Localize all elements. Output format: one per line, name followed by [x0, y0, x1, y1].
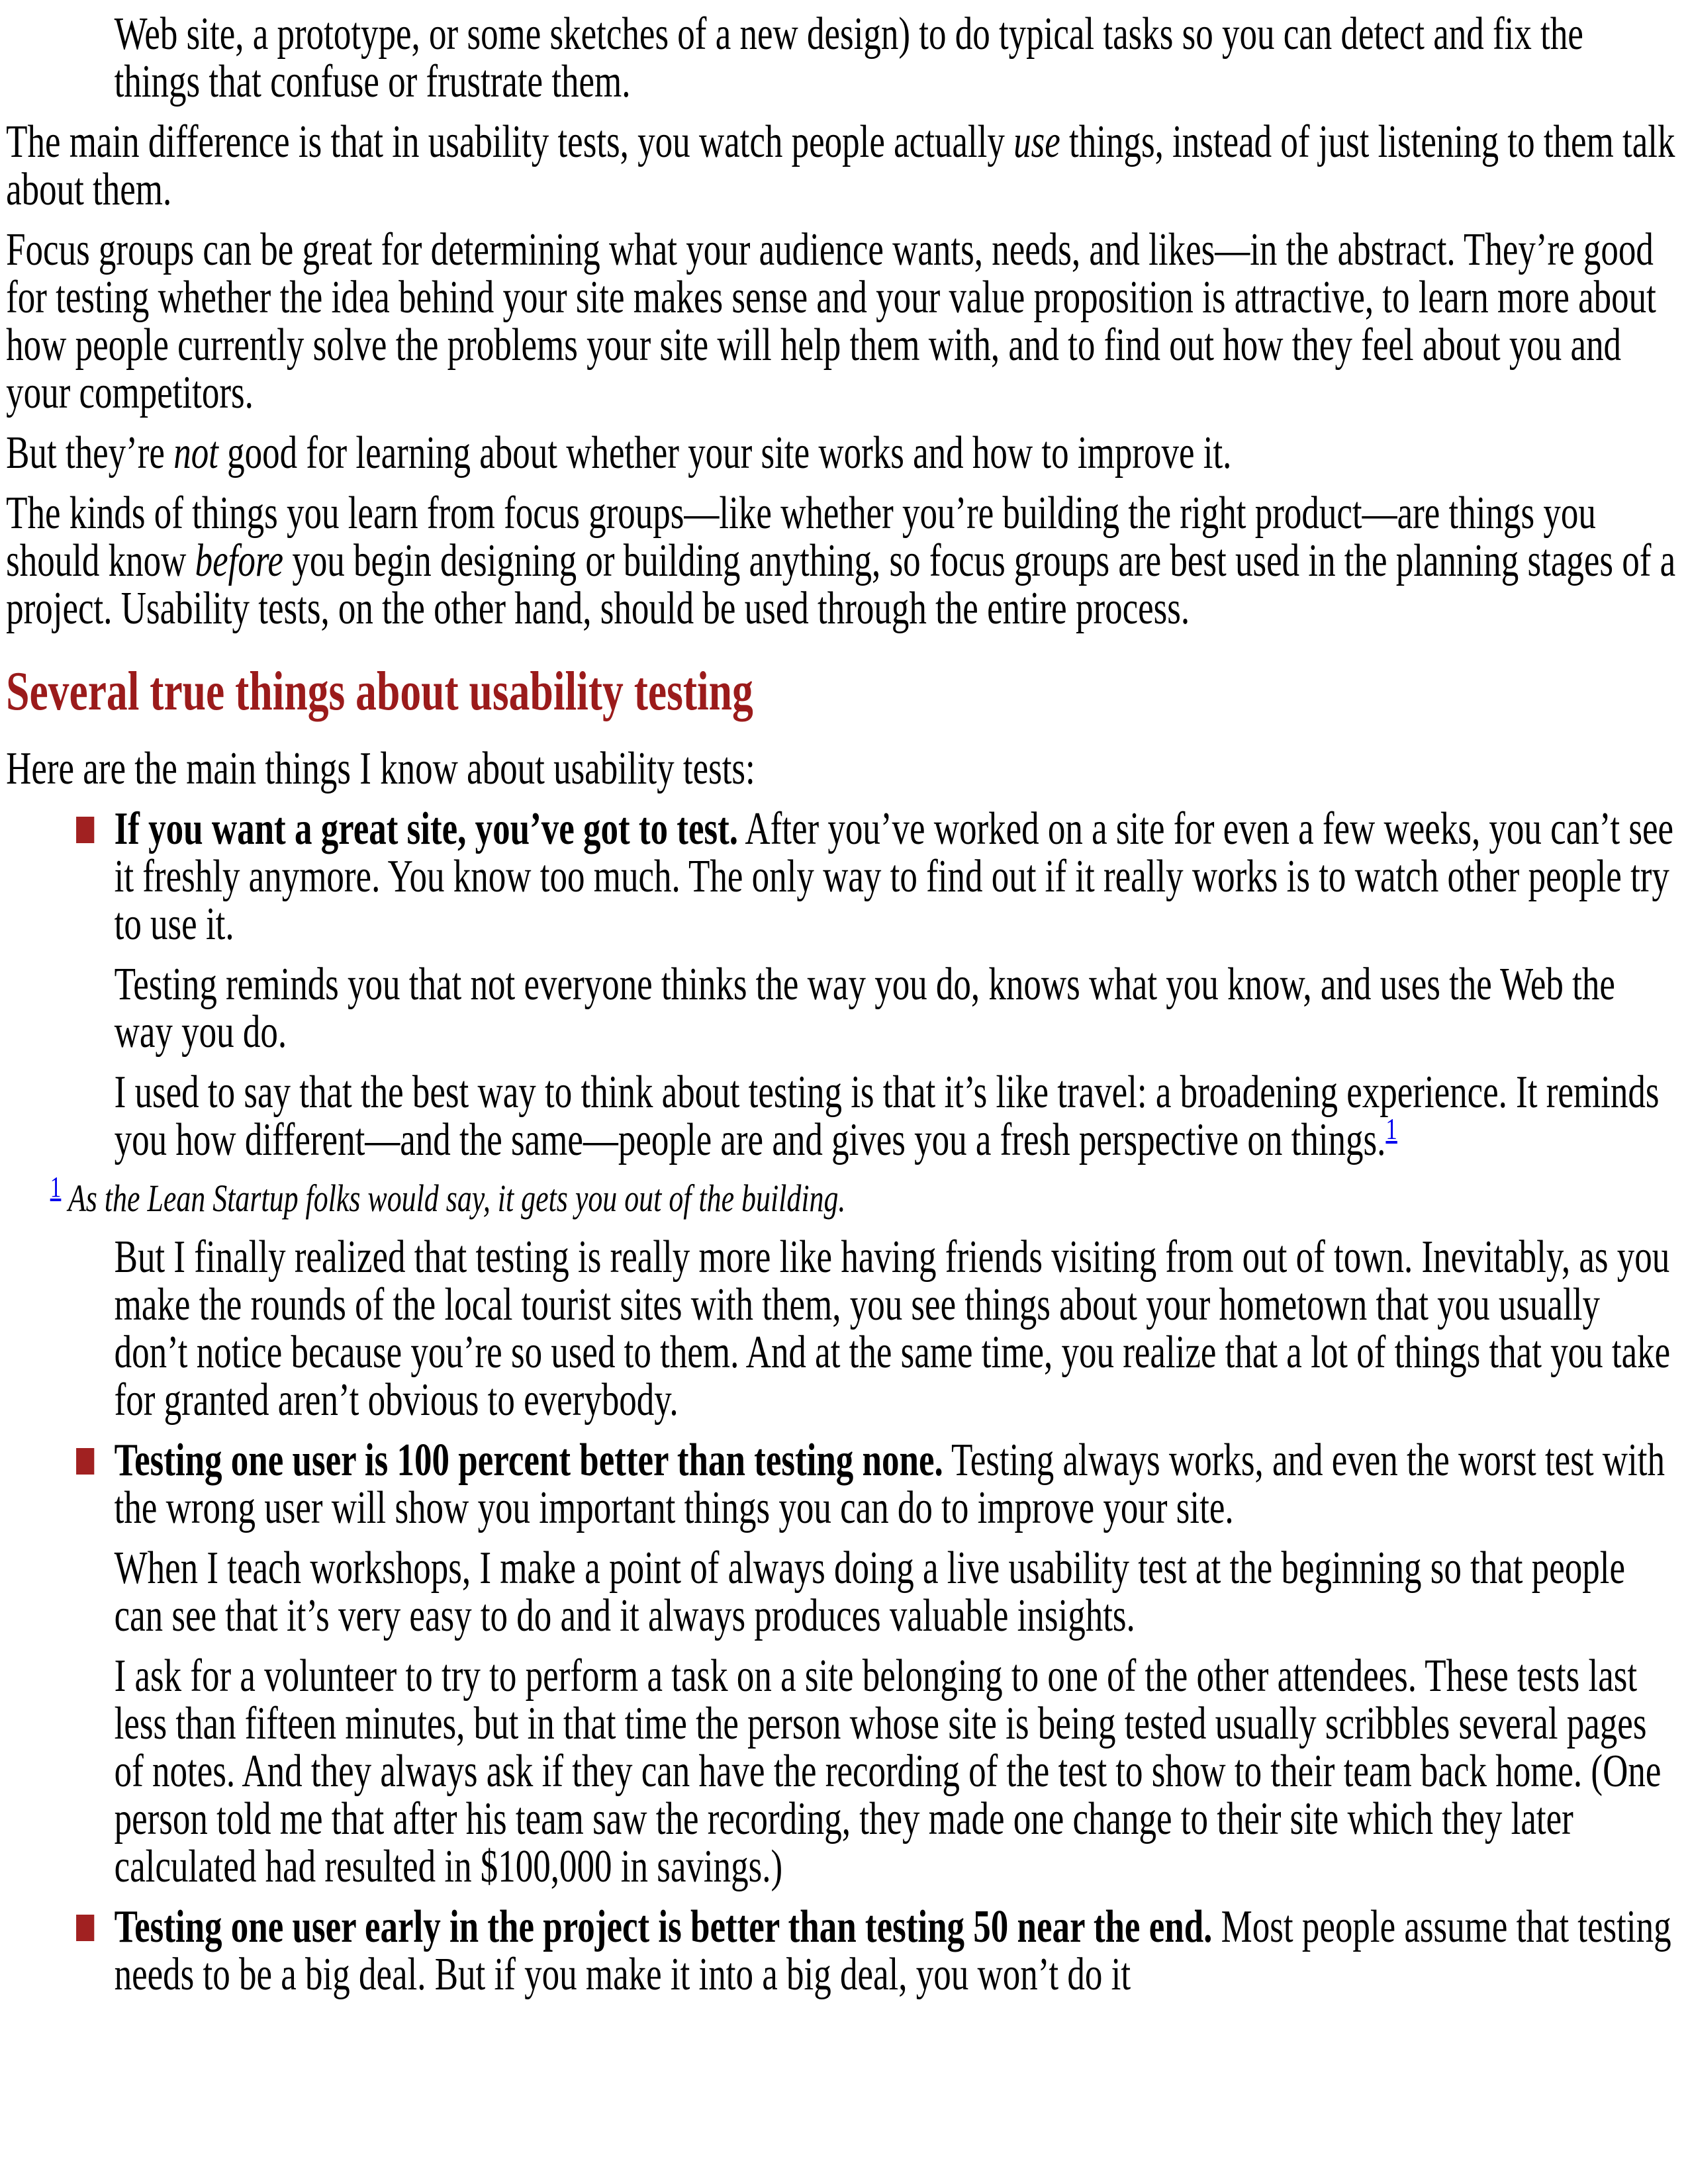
paragraph-text: things, instead of just listening to them talk about them. — [6, 116, 1675, 215]
paragraph-text: The main difference is that in usability tests, you watch people actually — [6, 116, 1014, 167]
bullet-lead-paragraph — [115, 805, 1676, 948]
bullet-sub-paragraph — [115, 1653, 1676, 1891]
bullet-square-icon — [76, 1915, 94, 1941]
emphasized-word: use — [1013, 116, 1060, 167]
paragraph-kinds-of-things — [6, 490, 1675, 633]
footnote-superscript-link[interactable]: 1 — [1385, 1112, 1397, 1146]
paragraph-text: Web site, a prototype, or some sketches of a new design) to do typical tasks so you can detect and fix the things that confuse or frustrate them. — [114, 9, 1583, 107]
paragraph-list-intro — [6, 745, 1675, 793]
bullet-lead-paragraph — [115, 1903, 1676, 1999]
paragraph-text: Most people assume that testing needs to be a big deal. But if you make it into a big deal, you won’t do it — [114, 1901, 1671, 2000]
bullet-bold-lead: If you want a great site, you’ve got to test. — [114, 803, 738, 854]
bullet-bold-lead: Testing one user is 100 percent better than testing none. — [114, 1435, 943, 1486]
bullet-item-three — [115, 1903, 1676, 1999]
bullet-sub-paragraph — [115, 1545, 1676, 1640]
footnote-text: As the Lean Startup folks would say, it gets you out of the building. — [68, 1177, 846, 1220]
paragraph-text: I ask for a volunteer to try to perform a task on a site belonging to one of the other attendees. These tests last less than fifteen minutes, but in that time the person whose site is being tested usually scribbles several pages of notes. And they always ask if they can have the recording of the test to show to their team back home. (One person told me that after his team saw the recording, they made one change to their site which they later calculated had resulted in $100,000 in savings.) — [114, 1651, 1662, 1892]
bullet-sub-paragraph — [115, 1069, 1676, 1164]
bullet-square-icon — [76, 817, 94, 843]
paragraph-text: you begin designing or building anything, so focus groups are best used in the planning stages of a project. Usability tests, on the other hand, should be used through the entire process. — [6, 535, 1676, 634]
paragraph-text: After you’ve worked on a site for even a few weeks, you can’t see it freshly anymore. You know too much. The only way to find out if it really works is to watch other people try to use it. — [114, 803, 1674, 950]
bullet-bold-lead: Testing one user early in the project is better than testing 50 near the end. — [114, 1901, 1213, 1952]
footnote — [50, 1171, 1676, 1220]
paragraph-focus-groups — [6, 226, 1675, 417]
paragraph-text: Testing always works, and even the worst test with the wrong user will show you important things you can do to improve your site. — [114, 1435, 1665, 1533]
paragraph-text: Testing reminds you that not everyone thinks the way you do, knows what you know, and uses the Web the way you do. — [114, 959, 1615, 1058]
paragraph-text: The kinds of things you learn from focus groups—like whether you’re building the right product—are things you should know — [6, 488, 1596, 586]
bullet-item-one — [115, 805, 1676, 1164]
paragraph-text: When I teach workshops, I make a point of always doing a live usability test at the beginning so that people can see that it’s very easy to do and it always produces valuable insights. — [114, 1543, 1626, 1641]
paragraph-text: Focus groups can be great for determining what your audience wants, needs, and likes—in the abstract. They’re good for testing whether the idea behind your site makes sense and your value proposition is attractive, to learn more about how people currently solve the problems your site will help them with, and to find out how they feel about you and your competitors. — [6, 224, 1656, 418]
paragraph-text: good for learning about whether your site works and how to improve it. — [218, 428, 1232, 478]
footnote-ref-link[interactable]: 1 — [50, 1171, 62, 1203]
paragraph-text: I used to say that the best way to think about testing is that it’s like travel: a broadening experience. It reminds you how different—and the same—people are and gives you a fresh perspective on things. — [114, 1067, 1660, 1165]
paragraph-text: But I finally realized that testing is really more like having friends visiting from out of town. Inevitably, as you make the rounds of the local tourist sites with them, you see things about your hometown that you usually don’t notice because you’re so used to them. And at the same time, you realize that a lot of things that you take for granted aren’t obvious to everybody. — [114, 1232, 1671, 1426]
bullet-sub-paragraph — [115, 1234, 1676, 1424]
paragraph-main-difference — [6, 118, 1675, 214]
paragraph-continuation — [115, 11, 1676, 106]
bullet-item-two — [115, 1437, 1676, 1891]
bullet-square-icon — [76, 1448, 94, 1475]
paragraph-not-good — [6, 430, 1675, 477]
paragraph-text: Here are the main things I know about usability tests: — [6, 743, 755, 794]
emphasized-word: not — [173, 428, 218, 478]
bullet-lead-paragraph — [115, 1437, 1676, 1532]
emphasized-word: before — [195, 535, 284, 586]
bullet-sub-paragraph — [115, 961, 1676, 1056]
paragraph-text: But they’re — [6, 428, 174, 478]
section-heading: Several true things about usability testing — [6, 660, 753, 722]
